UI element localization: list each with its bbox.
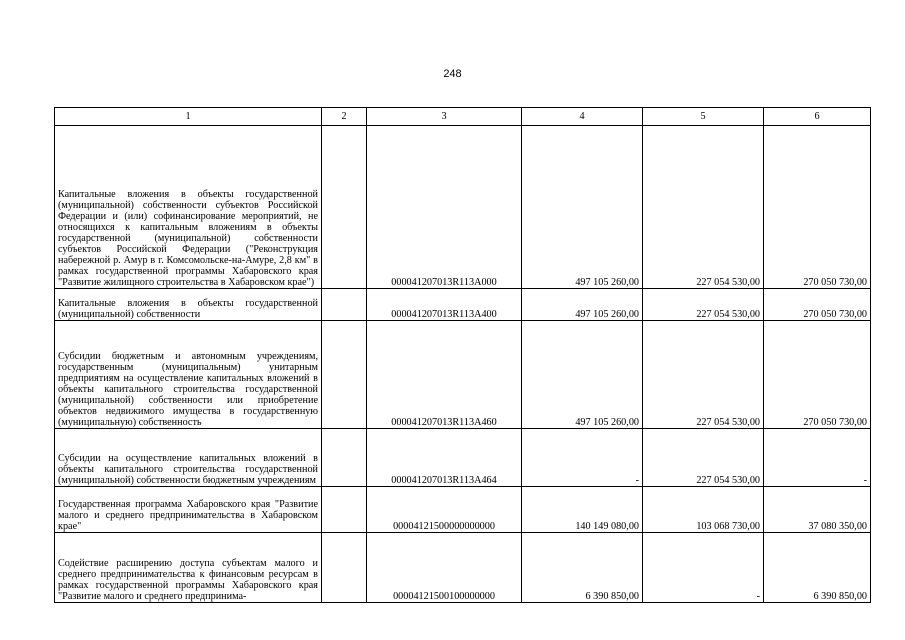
page-number: 248: [443, 68, 462, 80]
row-value-4: 497 105 260,00: [522, 126, 643, 289]
row-value-4: 497 105 260,00: [522, 289, 643, 321]
table-row: [55, 321, 871, 429]
row-col2: [322, 487, 367, 533]
row-name: Субсидии бюджетным и автономным учреждениям, государственным (муниципальным) унитарным предприятиям на осуществление капитальных вложений в объекты капитального строительства государственной (муниципальной) собственности или приобретение объектов недвижимого имущества в государственную (муниципальную) собственность: [55, 321, 322, 429]
row-col2: [322, 321, 367, 429]
row-value-6: 270 050 730,00: [764, 126, 871, 289]
header-col-2: 2: [322, 108, 367, 126]
row-value-5: 227 054 530,00: [643, 289, 764, 321]
table-row: [55, 533, 871, 603]
row-code: 00004121500000000000: [367, 487, 522, 533]
row-col2: [322, 533, 367, 603]
row-value-4: 140 149 080,00: [522, 487, 643, 533]
row-code: 000041207013R113A000: [367, 126, 522, 289]
header-col-4: 4: [522, 108, 643, 126]
row-col2: [322, 429, 367, 487]
row-value-6: 37 080 350,00: [764, 487, 871, 533]
table-row: [55, 487, 871, 533]
table-row: [55, 126, 871, 289]
row-value-4: 6 390 850,00: [522, 533, 643, 603]
row-name: Капитальные вложения в объекты государственной (муниципальной) собственности: [55, 289, 322, 321]
header-col-1: 1: [55, 108, 322, 126]
row-value-5: -: [643, 533, 764, 603]
row-value-4: -: [522, 429, 643, 487]
header-col-5: 5: [643, 108, 764, 126]
row-value-6: 270 050 730,00: [764, 321, 871, 429]
row-value-4: 497 105 260,00: [522, 321, 643, 429]
row-name: Капитальные вложения в объекты государственной (муниципальной) собственности субъектов Российской Федерации и (или) софинансирование мероприятий, не относящихся к капитальным вложениям в объекты государственной (муниципальной) собственности субъектов Российской Федерации ("Реконструкция набережной р. Амур в г. Комсомольске-на-Амуре, 2,8 км" в рамках государственной программы Хабаровского края "Развитие жилищного строительства в Хабаровском крае"): [55, 126, 322, 289]
header-col-3: 3: [367, 108, 522, 126]
row-value-6: 270 050 730,00: [764, 289, 871, 321]
budget-table: [54, 107, 871, 603]
row-code: 000041207013R113A400: [367, 289, 522, 321]
row-value-5: 227 054 530,00: [643, 321, 764, 429]
row-value-5: 227 054 530,00: [643, 126, 764, 289]
row-name: Субсидии на осуществление капитальных вложений в объекты капитального строительства государственной (муниципальной) собственности бюджетным учреждениям: [55, 429, 322, 487]
row-value-5: 227 054 530,00: [643, 429, 764, 487]
row-code: 00004121500100000000: [367, 533, 522, 603]
row-value-6: -: [764, 429, 871, 487]
row-col2: [322, 126, 367, 289]
row-value-6: 6 390 850,00: [764, 533, 871, 603]
row-name: Государственная программа Хабаровского края "Развитие малого и среднего предпринимательства в Хабаровском крае": [55, 487, 322, 533]
header-col-6: 6: [764, 108, 871, 126]
row-name: Содействие расширению доступа субъектам малого и среднего предпринимательства к финансовым ресурсам в рамках государственной программы Хабаровского края "Развитие малого и среднего предпринима-: [55, 533, 322, 603]
table-row: [55, 289, 871, 321]
table-row: [55, 429, 871, 487]
table-header-row: [55, 108, 871, 126]
row-code: 000041207013R113A460: [367, 321, 522, 429]
row-col2: [322, 289, 367, 321]
row-value-5: 103 068 730,00: [643, 487, 764, 533]
row-code: 000041207013R113A464: [367, 429, 522, 487]
